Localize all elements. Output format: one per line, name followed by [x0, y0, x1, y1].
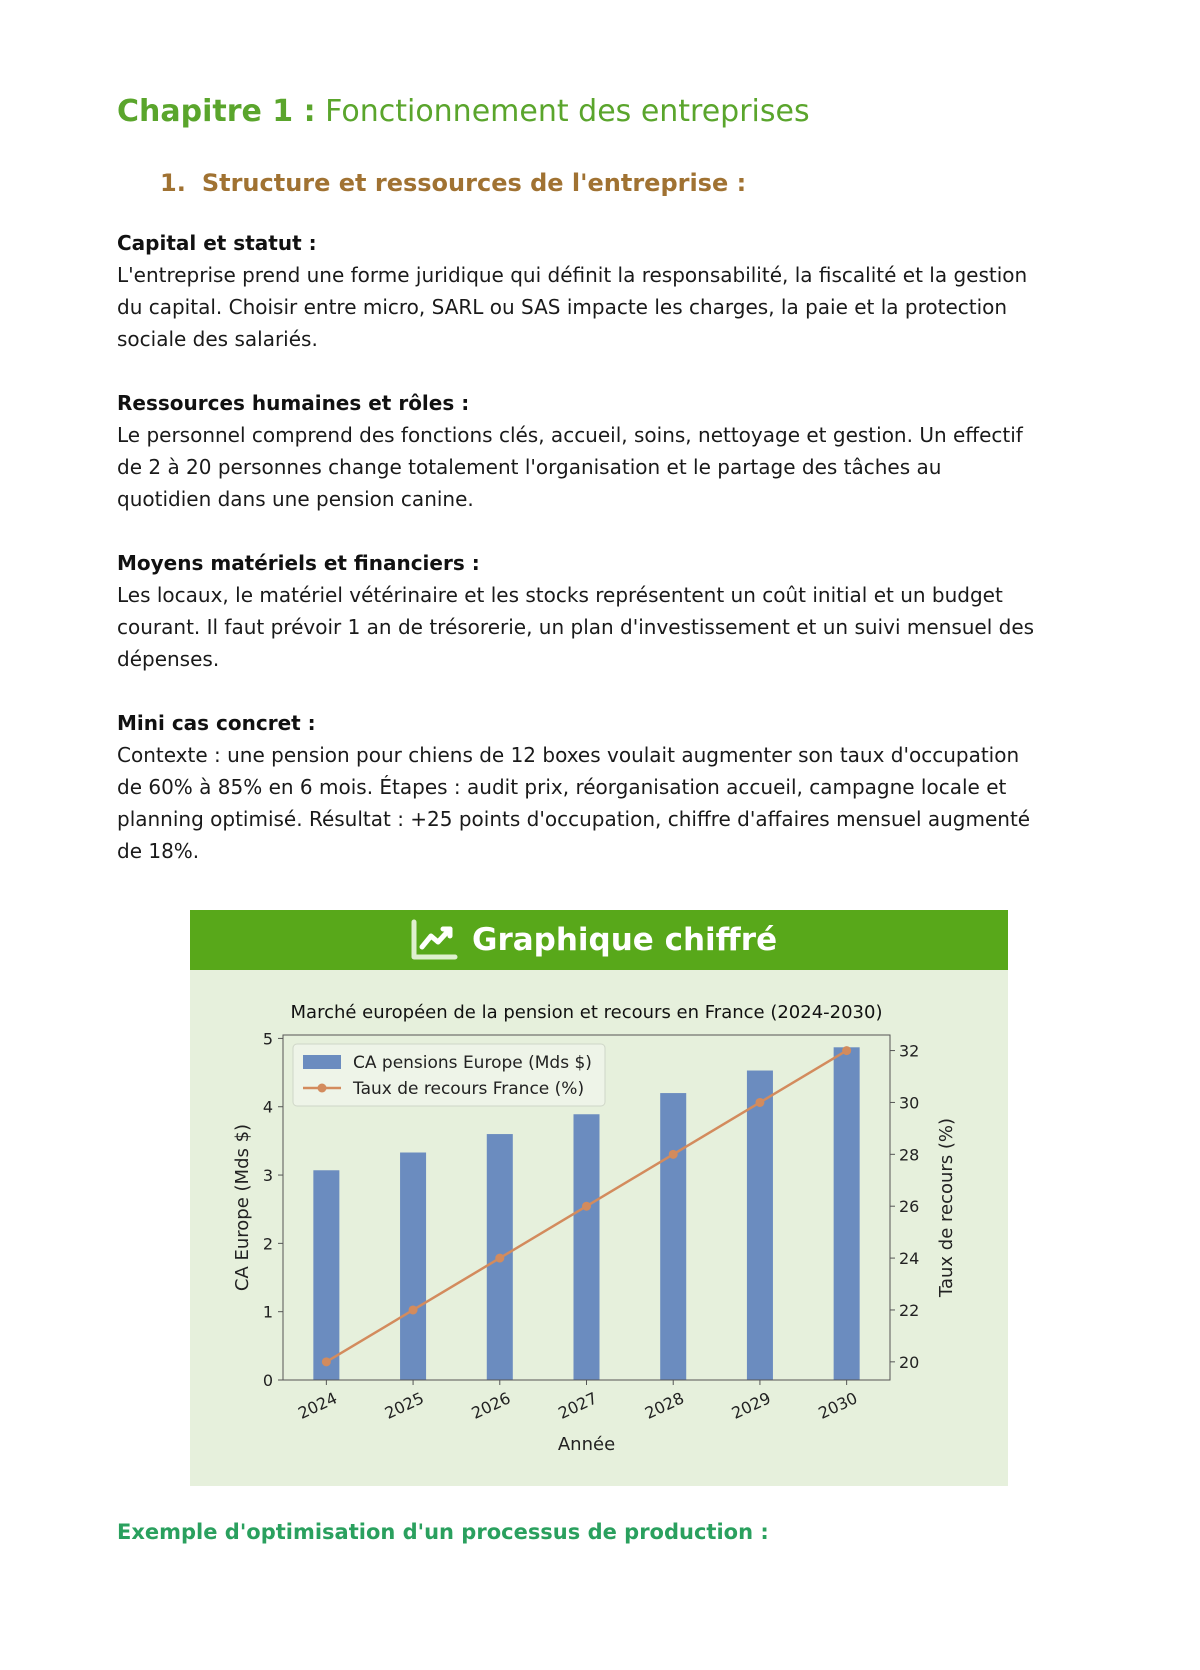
section-title-text: Structure et ressources de l'entreprise : — [201, 169, 747, 197]
block-line: Le personnel comprend des fonctions clés, accueil, soins, nettoyage et gestion. Un effectif — [117, 423, 1023, 447]
y-tick-label: 0 — [262, 1371, 273, 1390]
legend-swatch-bars — [303, 1055, 341, 1069]
block-line: sociale des salariés. — [117, 327, 318, 351]
block-line: de 2 à 20 personnes change totalement l'organisation et le partage des tâches au — [117, 455, 942, 479]
line-point-2025 — [409, 1305, 418, 1314]
chapter-label: Chapitre 1 : — [117, 94, 316, 129]
y-right-axis-label: Taux de recours (%) — [936, 1117, 957, 1298]
x-tick-label-2025: 2025 — [381, 1388, 427, 1423]
y-right-tick-label: 22 — [899, 1300, 920, 1320]
x-tick-label-2024: 2024 — [295, 1388, 341, 1423]
block-line: Les locaux, le matériel vétérinaire et les stocks représentent un coût initial et un budget — [117, 583, 1003, 607]
x-tick-label-2027: 2027 — [555, 1388, 601, 1423]
chapter-title — [117, 92, 810, 132]
block-line: Contexte : une pension pour chiens de 12 boxes voulait augmenter son taux d'occupation — [117, 743, 1020, 767]
block-line: de 18%. — [117, 839, 200, 863]
x-axis-label: Année — [557, 1434, 616, 1455]
legend-label-line: Taux de recours France (%) — [353, 1079, 585, 1099]
x-tick-label-2028: 2028 — [641, 1388, 687, 1423]
chart-title: Marché européen de la pension et recours en France (2024-2030) — [290, 1002, 883, 1023]
y-right-tick-label: 28 — [899, 1145, 920, 1165]
legend-label-bars: CA pensions Europe (Mds $) — [353, 1053, 592, 1073]
bar-2025 — [400, 1153, 426, 1380]
block-line: de 60% à 85% en 6 mois. Étapes : audit prix, réorganisation accueil, campagne locale et — [117, 775, 1007, 799]
legend — [293, 1044, 605, 1106]
chart-card — [190, 910, 1008, 1486]
legend-swatch-point — [318, 1084, 327, 1093]
block-heading: Capital et statut : — [117, 231, 317, 255]
block-mini-cas — [117, 707, 1097, 867]
bar-2029 — [747, 1071, 773, 1380]
example-title: Exemple d'optimisation d'un processus de production : — [117, 1520, 769, 1544]
bar-2028 — [660, 1093, 686, 1380]
y-right-tick-label: 32 — [899, 1041, 920, 1061]
y-tick-label: 2 — [262, 1234, 273, 1254]
bar-2030 — [834, 1047, 860, 1380]
block-line: dépenses. — [117, 647, 220, 671]
block-line: L'entreprise prend une forme juridique qui définit la responsabilité, la fiscalité et la gestion — [117, 263, 1028, 287]
block-ressources-humaines — [117, 387, 1097, 515]
line-point-2028 — [669, 1150, 678, 1159]
y-tick-label: 4 — [262, 1097, 273, 1117]
y-axis-label: CA Europe (Mds $) — [232, 1123, 253, 1292]
x-tick-label-2029: 2029 — [728, 1388, 774, 1423]
line-point-2024 — [322, 1357, 331, 1366]
y-tick-label: 3 — [262, 1166, 273, 1186]
block-line: courant. Il faut prévoir 1 an de trésorerie, un plan d'investissement et un suivi mensuel des — [117, 615, 1035, 639]
block-line: quotidien dans une pension canine. — [117, 487, 474, 511]
line-chart-icon — [410, 919, 458, 961]
block-moyens-materiels — [117, 547, 1097, 675]
block-heading: Moyens matériels et financiers : — [117, 551, 480, 575]
chart-header-title: Graphique chiffré — [472, 922, 778, 958]
x-tick-label-2030: 2030 — [815, 1388, 861, 1423]
line-point-2027 — [582, 1202, 591, 1211]
block-line: planning optimisé. Résultat : +25 points d'occupation, chiffre d'affaires mensuel augmenté — [117, 807, 1031, 831]
x-tick-label-2026: 2026 — [468, 1388, 514, 1423]
line-point-2026 — [495, 1254, 504, 1263]
block-heading: Mini cas concret : — [117, 711, 316, 735]
block-heading: Ressources humaines et rôles : — [117, 391, 470, 415]
bar-2027 — [573, 1114, 599, 1380]
chart-header — [190, 910, 1008, 970]
y-tick-label: 5 — [262, 1029, 273, 1049]
line-point-2030 — [842, 1046, 851, 1055]
y-tick-label: 1 — [262, 1302, 273, 1322]
bar-2024 — [313, 1170, 339, 1380]
chart-svg — [190, 910, 1008, 1486]
y-right-tick-label: 24 — [899, 1249, 920, 1269]
y-right-tick-label: 20 — [899, 1352, 920, 1372]
y-right-tick-label: 26 — [899, 1197, 920, 1217]
chapter-name: Fonctionnement des entreprises — [325, 94, 810, 129]
section-number: 1. — [160, 169, 186, 197]
y-right-tick-label: 30 — [899, 1093, 920, 1113]
line-point-2029 — [755, 1098, 764, 1107]
block-line: du capital. Choisir entre micro, SARL ou SAS impacte les charges, la paie et la protection — [117, 295, 1008, 319]
section-title — [160, 167, 746, 199]
block-capital-statut — [117, 227, 1097, 355]
